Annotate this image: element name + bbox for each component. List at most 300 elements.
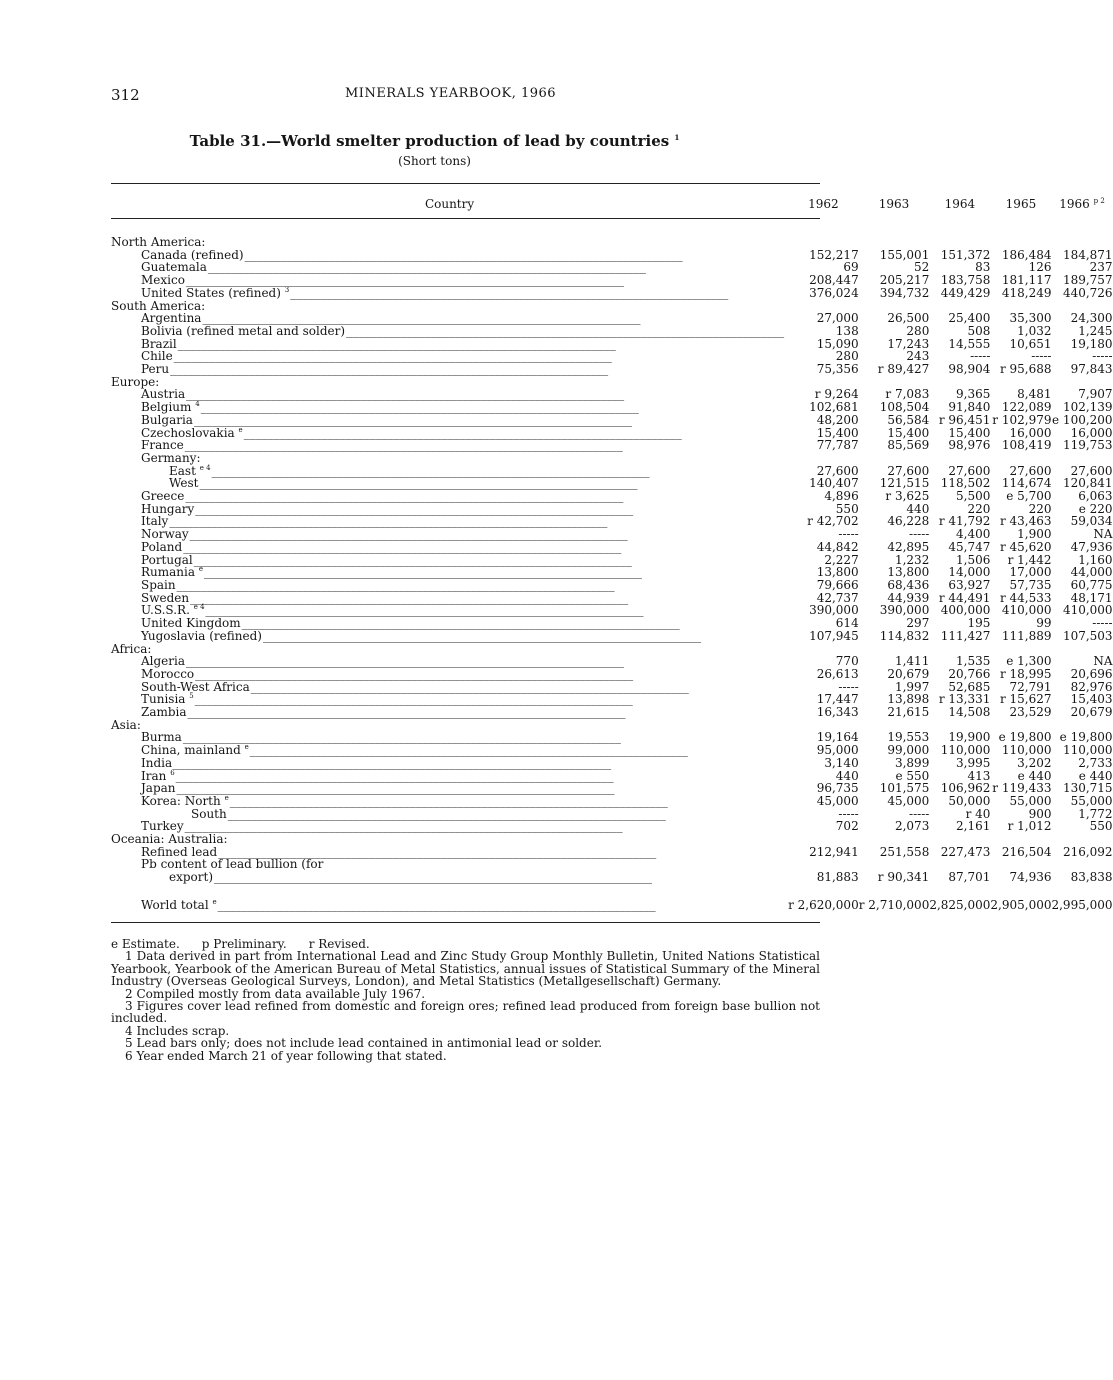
value-cell: 57,735: [1009, 577, 1052, 592]
row-label-text: [141, 630, 262, 643]
country-name: Czechoslovakia: [141, 425, 235, 440]
value-cell: 72,791: [1009, 679, 1052, 694]
row-label: [111, 871, 788, 884]
row-label-cell: [111, 706, 788, 719]
value-cell: r 89,427: [877, 362, 930, 377]
value-cell: 1,772: [1078, 806, 1113, 821]
row-label: [111, 325, 788, 338]
value-cell: 195: [967, 616, 991, 631]
column-header-label: 1963: [878, 196, 910, 211]
value-cell: 102,681: [809, 400, 859, 415]
country-name: U.S.S.R.: [141, 603, 190, 618]
leader-dots: [185, 490, 784, 503]
value-cell: -----: [838, 527, 859, 542]
value-cell: 1,535: [956, 654, 991, 669]
footnote-ref: e: [198, 565, 204, 574]
country-name: Greece: [141, 489, 185, 504]
value-cell: 1,900: [1017, 527, 1052, 542]
leader-dots: [194, 414, 784, 427]
value-cell: 24,300: [1070, 311, 1113, 326]
value-cell: r 13,331: [938, 692, 991, 707]
value-cell: 26,500: [887, 311, 930, 326]
value-cell: NA: [1093, 527, 1113, 542]
value-cell: r 95,688: [999, 362, 1052, 377]
country-name: North America:: [111, 235, 206, 249]
row-label-cell: [111, 630, 788, 643]
row-label-cell: [111, 541, 788, 554]
value-cell: 44,000: [1070, 565, 1113, 580]
footnote-ref: e 4: [199, 463, 211, 472]
leader-dots: [183, 541, 784, 554]
column-header-year: [788, 190, 859, 218]
country-name: Germany:: [141, 450, 201, 465]
value-cell: 16,000: [1070, 425, 1113, 440]
value-cell: 77,787: [816, 438, 859, 453]
footnote-ref: e: [212, 897, 217, 906]
value-cell: 155,001: [879, 247, 930, 262]
value-cell: 702: [835, 819, 859, 834]
value-cell: e 19,800: [1059, 730, 1113, 745]
footnote: 4 Includes scrap.: [125, 1023, 230, 1038]
value-cell: 27,600: [887, 463, 930, 478]
country-name: Austria: [141, 387, 186, 402]
footnote-legend-item: r Revised.: [308, 937, 370, 951]
value-cell: 13,800: [887, 565, 930, 580]
value-cell: 101,575: [879, 781, 930, 796]
row-label: [111, 757, 788, 770]
footnote-ref: 6: [170, 768, 175, 777]
row-label: [111, 833, 1113, 846]
leader-dots: [188, 706, 785, 719]
row-label-cell: [111, 452, 1113, 465]
value-cell: 44,842: [816, 539, 859, 554]
value-cell: 120,841: [1062, 476, 1113, 491]
value-cell: 118,502: [940, 476, 991, 491]
value-cell: 237: [1089, 260, 1113, 275]
leader-dots: [218, 899, 784, 912]
row-label: [111, 439, 788, 452]
footnote: 2 Compiled mostly from data available July 1967.: [125, 986, 426, 1001]
value-cell: 13,898: [887, 692, 930, 707]
country-name: Iran: [141, 768, 167, 783]
country-name: East: [169, 463, 196, 478]
value-cell: 205,217: [879, 273, 930, 288]
table-bottom-rule: [111, 922, 820, 923]
value-cell: 83,838: [1070, 870, 1113, 885]
value-cell: 69: [843, 260, 859, 275]
value-cell: NA: [1093, 654, 1113, 669]
value-cell: -----: [909, 527, 930, 542]
world-total-row: [111, 896, 1113, 915]
value-cell: r 40: [965, 806, 991, 821]
leader-dots: [190, 528, 784, 541]
value-cell: 280: [906, 323, 930, 338]
value-cell: 82,976: [1070, 679, 1113, 694]
value-cell: 220: [1028, 501, 1052, 516]
value-cell: 550: [835, 501, 859, 516]
row-label-cell: [111, 287, 788, 300]
footnote-ref: 3: [284, 285, 290, 294]
value-cell: 413: [967, 768, 991, 783]
value-cell: 55,000: [1070, 793, 1113, 808]
row-label-cell: [111, 490, 788, 503]
country-name: Oceania: Australia:: [111, 832, 228, 847]
table-row: [111, 528, 1113, 541]
country-name: Canada (refined): [141, 247, 244, 262]
country-name: Sweden: [141, 590, 190, 605]
value-cell: 243: [906, 349, 930, 364]
row-label-cell: [111, 439, 788, 452]
value-cell: r 43,463: [999, 514, 1052, 529]
leader-dots: [186, 655, 784, 668]
footnote-ref: e: [238, 425, 243, 434]
country-name: France: [141, 438, 184, 453]
total-value-cell: 2,825,000: [929, 897, 991, 912]
value-cell: 394,732: [879, 285, 930, 300]
value-cell: r 119,433: [992, 781, 1052, 796]
value-cell: 14,000: [948, 565, 991, 580]
leader-dots: [230, 795, 784, 808]
row-label-cell: [111, 655, 788, 668]
value-cell: 15,400: [816, 425, 859, 440]
country-name: Belgium: [141, 400, 192, 415]
leader-dots: [214, 871, 784, 884]
row-label-cell: [111, 896, 788, 915]
table-row: [111, 579, 1113, 592]
value-cell: 119,753: [1062, 438, 1113, 453]
column-header-year: [859, 190, 930, 218]
value-cell: -----: [838, 806, 859, 821]
row-label-cell: [111, 579, 788, 592]
page-number: 312: [111, 86, 140, 104]
value-cell: 410,000: [1062, 603, 1113, 618]
total-value-cell: 2,905,000: [990, 897, 1052, 912]
value-cell: 2,227: [824, 552, 859, 567]
row-label: [111, 706, 788, 719]
row-label-cell: [111, 401, 788, 414]
value-cell: -----: [838, 679, 859, 694]
value-cell: -----: [970, 349, 991, 364]
row-label: [111, 363, 788, 376]
value-cell: 126: [1028, 260, 1052, 275]
column-header-label: 1965: [1005, 196, 1037, 211]
value-cell: r 44,533: [999, 590, 1052, 605]
value-cell: 6,063: [1078, 489, 1113, 504]
leader-dots: [250, 744, 784, 757]
value-cell: r 9,264: [814, 387, 859, 402]
value-cell: 110,000: [1001, 743, 1052, 758]
leader-dots: [346, 325, 784, 338]
value-cell: 48,171: [1070, 590, 1113, 605]
value-cell: 5,500: [956, 489, 991, 504]
footnote-legend-item: e Estimate.: [111, 937, 180, 951]
value-cell: 1,411: [894, 654, 930, 669]
value-cell: 55,000: [1009, 793, 1052, 808]
value-cell: 1,506: [956, 552, 991, 567]
total-value-cell: r 2,710,000: [858, 897, 930, 912]
value-cell: 107,945: [809, 628, 859, 643]
table-row: [111, 541, 1113, 554]
value-cell: 16,000: [1009, 425, 1052, 440]
value-cell: 15,400: [887, 425, 930, 440]
value-cell: e 5,700: [1006, 489, 1052, 504]
row-label-cell: [111, 325, 788, 338]
country-name: South: [191, 806, 227, 821]
value-cell: 23,529: [1009, 705, 1052, 720]
value-cell: 508: [967, 323, 991, 338]
row-label-cell: [111, 528, 788, 541]
value-cell: 376,024: [809, 285, 859, 300]
value-cell: 4,896: [824, 489, 859, 504]
table-body: [111, 218, 1113, 915]
value-cell: 27,600: [1009, 463, 1052, 478]
value-cell: 91,840: [948, 400, 991, 415]
value-cell: r 3,625: [885, 489, 930, 504]
leader-dots: [177, 579, 784, 592]
row-label-cell: [111, 363, 788, 376]
row-label: [111, 401, 788, 414]
value-cell: 95,000: [816, 743, 859, 758]
country-name: Burma: [141, 730, 182, 745]
value-cell: 614: [835, 616, 859, 631]
table-head: [111, 190, 1113, 218]
row-label: [111, 899, 788, 912]
value-cell: r 45,620: [999, 539, 1052, 554]
value-cell: r 18,995: [999, 666, 1052, 681]
table-row: [111, 490, 1113, 503]
footnote-legend-item: p Preliminary.: [201, 937, 287, 951]
footnote-ref: e: [244, 743, 249, 752]
table-title: [0, 132, 869, 150]
country-name: Korea: North: [141, 793, 221, 808]
value-cell: -----: [1031, 349, 1052, 364]
value-cell: 98,904: [948, 362, 991, 377]
value-cell: 186,484: [1001, 247, 1052, 262]
value-cell: 108,504: [879, 400, 930, 415]
value-cell: 63,927: [948, 577, 991, 592]
value-cell: 79,666: [816, 577, 859, 592]
value-cell: r 90,341: [877, 870, 930, 885]
value-cell: 1,032: [1017, 323, 1052, 338]
value-cell: 227,473: [940, 844, 991, 859]
row-label: [111, 528, 788, 541]
value-cell: 83: [975, 260, 991, 275]
table-row: [111, 439, 1113, 452]
country-name: India: [141, 755, 173, 770]
value-cell: 75,356: [816, 362, 859, 377]
leader-dots: [170, 363, 784, 376]
leader-dots: [173, 757, 784, 770]
value-cell: 42,895: [887, 539, 930, 554]
value-cell: 280: [835, 349, 859, 364]
country-name: Italy: [141, 514, 169, 529]
table-top-rule: [111, 183, 820, 184]
country-name: Algeria: [141, 654, 186, 669]
value-cell: 47,936: [1070, 539, 1113, 554]
value-cell: 102,139: [1062, 400, 1113, 415]
row-label-text: [169, 871, 213, 884]
value-cell: 98,976: [948, 438, 991, 453]
country-name: Argentina: [141, 311, 202, 326]
value-cell: 16,343: [816, 705, 859, 720]
country-name: United Kingdom: [141, 616, 241, 631]
value-cell: 9,365: [956, 387, 991, 402]
value-cell: 418,249: [1001, 285, 1052, 300]
column-header-label: 1962: [808, 196, 839, 211]
value-cell: 87,701: [948, 870, 991, 885]
value-cell: 111,427: [940, 628, 991, 643]
column-header-note: p 2: [1093, 196, 1105, 205]
value-cell: 74,936: [1009, 870, 1052, 885]
row-label: [111, 452, 1113, 465]
country-name: Bulgaria: [141, 412, 193, 427]
value-cell: 44,939: [887, 590, 930, 605]
value-cell: 1,232: [894, 552, 930, 567]
country-name: export): [169, 870, 214, 885]
country-name: Turkey: [141, 819, 184, 834]
value-cell: 15,400: [948, 425, 991, 440]
value-cell: 52,685: [948, 679, 991, 694]
value-cell: 216,504: [1001, 844, 1052, 859]
table-row: [111, 706, 1113, 719]
country-name: Yugoslavia (refined): [141, 628, 262, 643]
leader-dots: [201, 401, 784, 414]
value-cell: e 440: [1017, 768, 1052, 783]
value-cell: 251,558: [879, 844, 930, 859]
value-cell: 52: [914, 260, 930, 275]
value-cell: 19,164: [816, 730, 859, 745]
value-cell: 56,584: [887, 412, 930, 427]
footnote: 5 Lead bars only; does not include lead contained in antimonial lead or solder.: [125, 1036, 603, 1051]
table-row: [111, 757, 1113, 770]
country-name: Refined lead: [141, 844, 218, 859]
country-name: Peru: [141, 362, 170, 377]
table-row: [111, 363, 1113, 376]
value-cell: 19,900: [948, 730, 991, 745]
row-label-cell: [111, 236, 1113, 249]
column-header-year: [990, 190, 1051, 218]
value-cell: e 220: [1078, 501, 1113, 516]
leader-dots: [290, 287, 784, 300]
column-header-label: 1964: [944, 196, 976, 211]
country-name: Brazil: [141, 336, 177, 351]
leader-dots: [185, 439, 784, 452]
column-header-country: [111, 190, 788, 218]
value-cell: 3,202: [1017, 755, 1052, 770]
value-cell: e 440: [1078, 768, 1113, 783]
column-header-year: [929, 190, 990, 218]
country-name: Norway: [141, 527, 189, 542]
value-cell: e 1,300: [1006, 654, 1052, 669]
value-cell: 390,000: [809, 603, 859, 618]
region-header-row: [111, 452, 1113, 465]
value-cell: 15,090: [816, 336, 859, 351]
footnotes: [111, 938, 820, 1062]
value-cell: 297: [906, 616, 930, 631]
country-name: Hungary: [141, 501, 195, 516]
row-label-text: [111, 719, 141, 732]
value-cell: 97,843: [1070, 362, 1113, 377]
value-cell: 900: [1028, 806, 1052, 821]
spacer-row: [111, 884, 1113, 896]
footnote-ref: e 4: [193, 603, 205, 612]
leader-dots: [242, 617, 784, 630]
country-name: Africa:: [111, 641, 152, 656]
value-cell: 111,889: [1001, 628, 1052, 643]
value-cell: 2,073: [894, 819, 930, 834]
value-cell: 19,553: [887, 730, 930, 745]
value-cell: 68,436: [887, 577, 930, 592]
value-cell: 138: [835, 323, 859, 338]
value-cell: 17,000: [1009, 565, 1052, 580]
country-name: Tunisia: [141, 692, 186, 707]
country-name: China, mainland: [141, 743, 241, 758]
value-cell: 48,200: [816, 412, 859, 427]
row-label: [111, 579, 788, 592]
table-row: [111, 655, 1113, 668]
value-cell: 400,000: [940, 603, 991, 618]
table-row: [111, 401, 1113, 414]
total-value-cell: 2,995,000: [1051, 897, 1113, 912]
value-cell: 17,447: [816, 692, 859, 707]
footnote-ref: 4: [195, 400, 200, 409]
value-cell: 550: [1089, 819, 1113, 834]
value-cell: 1,160: [1078, 552, 1113, 567]
value-cell: 189,757: [1062, 273, 1113, 288]
value-cell: 14,508: [948, 705, 991, 720]
value-cell: 20,679: [887, 666, 930, 681]
value-cell: 110,000: [940, 743, 991, 758]
value-cell: 183,758: [940, 273, 991, 288]
value-cell: 25,400: [948, 311, 991, 326]
table-title-note: 1: [674, 133, 680, 142]
value-cell: 3,995: [956, 755, 991, 770]
leader-dots: [185, 820, 784, 833]
row-label-text: [141, 706, 187, 719]
value-cell: 208,447: [809, 273, 859, 288]
value-cell: 151,372: [940, 247, 991, 262]
value-cell: 410,000: [1001, 603, 1052, 618]
value-cell: 216,092: [1062, 844, 1113, 859]
value-cell: 45,000: [887, 793, 930, 808]
country-name: Poland: [141, 539, 183, 554]
lead-production-table: [111, 190, 1113, 915]
value-cell: 770: [835, 654, 859, 669]
value-cell: 35,300: [1009, 311, 1052, 326]
value-cell: 184,871: [1062, 247, 1113, 262]
row-label: [111, 287, 788, 300]
value-cell: 130,715: [1062, 781, 1113, 796]
value-cell: 14,555: [948, 336, 991, 351]
row-label-cell: [111, 871, 788, 884]
value-cell: 449,429: [940, 285, 991, 300]
value-cell: -----: [1092, 616, 1113, 631]
spacer-row: [111, 218, 1113, 236]
table-title-text: Table 31.—World smelter production of lead by countries: [189, 132, 670, 150]
value-cell: 390,000: [879, 603, 930, 618]
value-cell: 60,775: [1070, 577, 1113, 592]
row-label: [111, 630, 788, 643]
value-cell: 1,245: [1078, 323, 1113, 338]
table-row: [111, 630, 1113, 643]
value-cell: 2,161: [956, 819, 991, 834]
value-cell: 4,400: [956, 527, 991, 542]
value-cell: 13,800: [816, 565, 859, 580]
country-name: Chile: [141, 349, 173, 364]
value-cell: 81,883: [816, 870, 859, 885]
row-label-cell: [111, 833, 1113, 846]
country-name: Mexico: [141, 273, 185, 288]
